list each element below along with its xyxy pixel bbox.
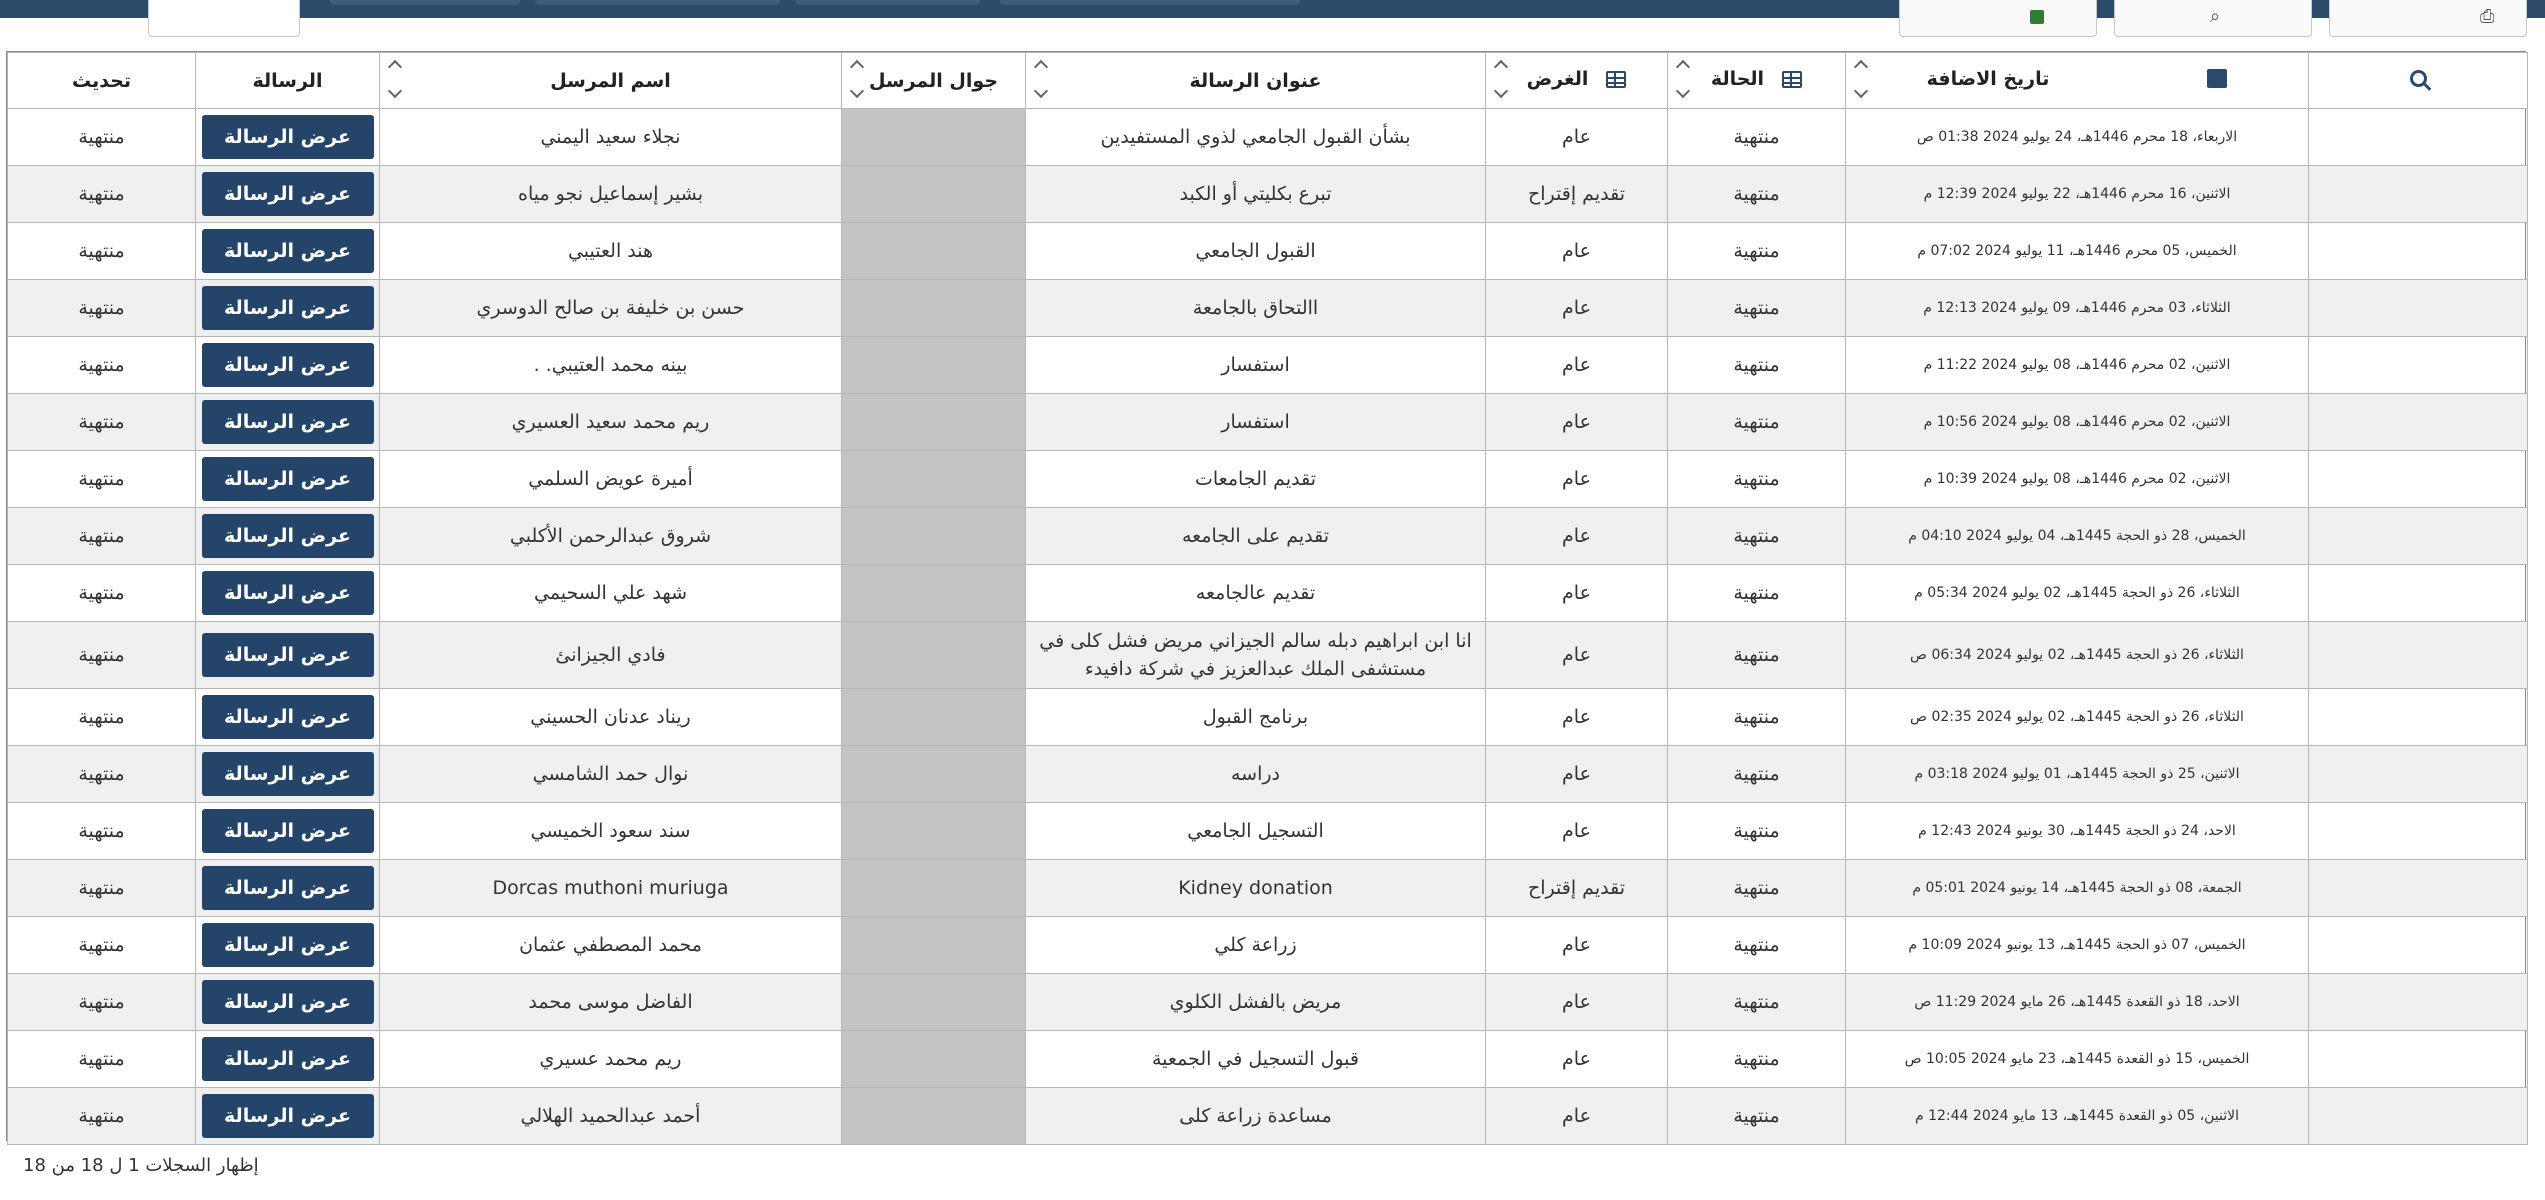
column-header-label: جوال المرسل <box>868 69 999 92</box>
table-row <box>8 337 2528 394</box>
search-icon: ⌕ <box>2210 6 2221 27</box>
sort-arrows-icon[interactable] <box>1494 59 1508 103</box>
cell-update: منتهية <box>8 565 196 622</box>
cell-empty <box>2309 1031 2528 1088</box>
column-header-update <box>8 53 196 109</box>
table-body <box>8 109 2528 1145</box>
cell-message <box>196 689 380 746</box>
column-header-label: الغرض <box>1526 68 1589 91</box>
cell-title: بشأن القبول الجامعي لذوي المستفيدين <box>1026 109 1486 166</box>
cell-date: الجمعة، 08 ذو الحجة 1445هـ، 14 يونيو 2024 05:01 م <box>1846 860 2309 917</box>
cell-purpose: عام <box>1486 917 1668 974</box>
cell-message <box>196 974 380 1031</box>
cell-status: منتهية <box>1668 974 1846 1031</box>
table-row <box>8 109 2528 166</box>
column-header-sender[interactable] <box>380 53 842 109</box>
cell-message <box>196 622 380 689</box>
cell-purpose: تقديم إقتراح <box>1486 166 1668 223</box>
cell-status: منتهية <box>1668 746 1846 803</box>
cell-title: قبول التسجيل في الجمعية <box>1026 1031 1486 1088</box>
cell-update: منتهية <box>8 223 196 280</box>
cell-purpose: عام <box>1486 974 1668 1031</box>
column-header-label: الحالة <box>1710 68 1765 91</box>
column-header-message <box>196 53 380 109</box>
cell-message <box>196 394 380 451</box>
table-row <box>8 1088 2528 1145</box>
cell-title: تبرع بكليتي أو الكبد <box>1026 166 1486 223</box>
cell-status: منتهية <box>1668 689 1846 746</box>
cell-status: منتهية <box>1668 860 1846 917</box>
print-icon: ⎙ <box>2480 6 2495 27</box>
cell-sender: ريم محمد سعيد العسيري <box>380 394 842 451</box>
column-header-search[interactable] <box>2309 53 2528 109</box>
view-message-button[interactable]: عرض الرسالة <box>202 1037 374 1081</box>
cell-purpose: عام <box>1486 109 1668 166</box>
cell-date: الخميس، 07 ذو الحجة 1445هـ، 13 يونيو 2024 10:09 م <box>1846 917 2309 974</box>
cell-date: الثلاثاء، 26 ذو الحجة 1445هـ، 02 يوليو 2024 02:35 ص <box>1846 689 2309 746</box>
print-toolbar-button[interactable] <box>2329 0 2527 37</box>
cell-phone-redacted <box>842 746 1026 803</box>
cell-phone-redacted <box>842 860 1026 917</box>
cell-phone-redacted <box>842 394 1026 451</box>
view-message-button[interactable]: عرض الرسالة <box>202 571 374 615</box>
cell-update: منتهية <box>8 109 196 166</box>
cell-sender: محمد المصطفي عثمان <box>380 917 842 974</box>
cell-message <box>196 223 380 280</box>
table-row <box>8 803 2528 860</box>
cell-status: منتهية <box>1668 917 1846 974</box>
cell-status: منتهية <box>1668 508 1846 565</box>
cell-title: تقديم عالجامعه <box>1026 565 1486 622</box>
cell-title: مساعدة زراعة كلى <box>1026 1088 1486 1145</box>
cell-phone-redacted <box>842 166 1026 223</box>
cell-title: االتحاق بالجامعة <box>1026 280 1486 337</box>
cell-message <box>196 746 380 803</box>
cell-sender: الفاضل موسى محمد <box>380 974 842 1031</box>
messages-table <box>6 51 2526 1141</box>
cell-date: الاربعاء، 18 محرم 1446هـ، 24 يوليو 2024 01:38 ص <box>1846 109 2309 166</box>
cell-phone-redacted <box>842 917 1026 974</box>
cell-message <box>196 803 380 860</box>
cell-date: الاحد، 18 ذو القعدة 1445هـ، 26 مايو 2024 11:29 ص <box>1846 974 2309 1031</box>
cell-date: الاثنين، 02 محرم 1446هـ، 08 يوليو 2024 11:22 م <box>1846 337 2309 394</box>
cell-phone-redacted <box>842 689 1026 746</box>
view-message-button[interactable]: عرض الرسالة <box>202 866 374 910</box>
cell-date: الثلاثاء، 03 محرم 1446هـ، 09 يوليو 2024 12:13 م <box>1846 280 2309 337</box>
cell-date: الاثنين، 05 ذو القعدة 1445هـ، 13 مايو 2024 12:44 م <box>1846 1088 2309 1145</box>
cell-phone-redacted <box>842 223 1026 280</box>
cell-phone-redacted <box>842 803 1026 860</box>
cell-update: منتهية <box>8 1088 196 1145</box>
cell-status: منتهية <box>1668 394 1846 451</box>
cell-title: Kidney donation <box>1026 860 1486 917</box>
cell-update: منتهية <box>8 451 196 508</box>
cell-sender: شهد علي السحيمي <box>380 565 842 622</box>
cell-phone-redacted <box>842 280 1026 337</box>
cell-update: منتهية <box>8 689 196 746</box>
cell-status: منتهية <box>1668 1031 1846 1088</box>
cell-date: الخميس، 28 ذو الحجة 1445هـ، 04 يوليو 2024 04:10 م <box>1846 508 2309 565</box>
cell-message <box>196 1088 380 1145</box>
cell-update: منتهية <box>8 746 196 803</box>
cell-purpose: عام <box>1486 280 1668 337</box>
view-message-button[interactable]: عرض الرسالة <box>202 343 374 387</box>
cell-empty <box>2309 746 2528 803</box>
navbar-tab[interactable] <box>330 0 520 5</box>
cell-empty <box>2309 394 2528 451</box>
cell-empty <box>2309 109 2528 166</box>
export-excel-button[interactable] <box>1899 0 2097 37</box>
table-row <box>8 860 2528 917</box>
cell-status: منتهية <box>1668 223 1846 280</box>
cell-sender: فادي الجيزانئ <box>380 622 842 689</box>
cell-message <box>196 451 380 508</box>
cell-update: منتهية <box>8 803 196 860</box>
cell-date: الخميس، 05 محرم 1446هـ، 11 يوليو 2024 07:02 م <box>1846 223 2309 280</box>
cell-title: تقديم الجامعات <box>1026 451 1486 508</box>
cell-update: منتهية <box>8 337 196 394</box>
search-toolbar-button[interactable] <box>2114 0 2312 37</box>
cell-sender: ريناد عدنان الحسيني <box>380 689 842 746</box>
cell-status: منتهية <box>1668 166 1846 223</box>
cell-update: منتهية <box>8 917 196 974</box>
navbar-tab[interactable] <box>795 0 980 5</box>
cell-sender: بينه محمد العتيبي. . <box>380 337 842 394</box>
cell-purpose: عام <box>1486 622 1668 689</box>
cell-update: منتهية <box>8 508 196 565</box>
cell-phone-redacted <box>842 622 1026 689</box>
table-row <box>8 223 2528 280</box>
excel-icon <box>2030 10 2044 24</box>
cell-purpose: عام <box>1486 1031 1668 1088</box>
cell-sender: شروق عبدالرحمن الأكلبي <box>380 508 842 565</box>
cell-date: الثلاثاء، 26 ذو الحجة 1445هـ، 02 يوليو 2024 06:34 ص <box>1846 622 2309 689</box>
view-message-button[interactable]: عرض الرسالة <box>202 695 374 739</box>
column-header-phone[interactable] <box>842 53 1026 109</box>
cell-empty <box>2309 689 2528 746</box>
cell-title: برنامج القبول <box>1026 689 1486 746</box>
cell-status: منتهية <box>1668 565 1846 622</box>
cell-purpose: عام <box>1486 394 1668 451</box>
column-header-status[interactable] <box>1668 53 1846 109</box>
cell-title: زراعة كلي <box>1026 917 1486 974</box>
cell-date: الثلاثاء، 26 ذو الحجة 1445هـ، 02 يوليو 2024 05:34 م <box>1846 565 2309 622</box>
cell-date: الاثنين، 16 محرم 1446هـ، 22 يوليو 2024 12:39 م <box>1846 166 2309 223</box>
sort-arrows-icon[interactable] <box>388 59 402 103</box>
cell-message <box>196 565 380 622</box>
cell-status: منتهية <box>1668 1088 1846 1145</box>
cell-update: منتهية <box>8 166 196 223</box>
cell-empty <box>2309 223 2528 280</box>
cell-date: الاثنين، 02 محرم 1446هـ، 08 يوليو 2024 10:39 م <box>1846 451 2309 508</box>
cell-empty <box>2309 917 2528 974</box>
cell-sender: سند سعود الخميسي <box>380 803 842 860</box>
cell-message <box>196 1031 380 1088</box>
cell-empty <box>2309 974 2528 1031</box>
cell-empty <box>2309 622 2528 689</box>
cell-title: استفسار <box>1026 394 1486 451</box>
cell-update: منتهية <box>8 280 196 337</box>
sort-arrows-icon[interactable] <box>1034 59 1048 103</box>
navbar-tab[interactable] <box>1000 0 1300 5</box>
cell-update: منتهية <box>8 622 196 689</box>
cell-status: منتهية <box>1668 337 1846 394</box>
navbar-tab[interactable] <box>535 0 780 5</box>
cell-phone-redacted <box>842 109 1026 166</box>
cell-status: منتهية <box>1668 280 1846 337</box>
cell-empty <box>2309 166 2528 223</box>
cell-empty <box>2309 337 2528 394</box>
calendar-icon <box>2207 69 2227 88</box>
view-message-button[interactable]: عرض الرسالة <box>202 1094 374 1138</box>
cell-update: منتهية <box>8 860 196 917</box>
table-row <box>8 166 2528 223</box>
column-header-label: الرسالة <box>252 69 323 92</box>
cell-empty <box>2309 280 2528 337</box>
cell-title: انا ابن ابراهيم دبله سالم الجيزاني مريض فشل كلى في مستشفى الملك عبدالعزيز في شركة دافيدء <box>1026 622 1486 689</box>
cell-phone-redacted <box>842 1031 1026 1088</box>
cell-purpose: عام <box>1486 451 1668 508</box>
cell-update: منتهية <box>8 394 196 451</box>
column-header-label: اسم المرسل <box>550 69 671 92</box>
cell-purpose: عام <box>1486 1088 1668 1145</box>
table-row <box>8 451 2528 508</box>
cell-empty <box>2309 565 2528 622</box>
cell-title: مريض بالفشل الكلوي <box>1026 974 1486 1031</box>
table-row <box>8 508 2528 565</box>
cell-purpose: عام <box>1486 565 1668 622</box>
cell-sender: Dorcas muthoni muriuga <box>380 860 842 917</box>
view-message-button[interactable]: عرض الرسالة <box>202 633 374 677</box>
view-message-button[interactable]: عرض الرسالة <box>202 809 374 853</box>
cell-status: منتهية <box>1668 803 1846 860</box>
cell-message <box>196 166 380 223</box>
cell-empty <box>2309 860 2528 917</box>
cell-status: منتهية <box>1668 622 1846 689</box>
cell-purpose: عام <box>1486 223 1668 280</box>
sort-arrows-icon[interactable] <box>1676 59 1690 103</box>
cell-purpose: عام <box>1486 689 1668 746</box>
table-info: إظهار السجلات 1 ل 18 من 18 <box>23 1155 259 1176</box>
cell-phone-redacted <box>842 451 1026 508</box>
column-header-title[interactable] <box>1026 53 1486 109</box>
cell-sender: نوال حمد الشامسي <box>380 746 842 803</box>
cell-phone-redacted <box>842 974 1026 1031</box>
cell-message <box>196 508 380 565</box>
table-row <box>8 746 2528 803</box>
cell-phone-redacted <box>842 1088 1026 1145</box>
table-row <box>8 917 2528 974</box>
column-header-purpose[interactable] <box>1486 53 1668 109</box>
cell-date: الخميس، 15 ذو القعدة 1445هـ، 23 مايو 2024 10:05 ص <box>1846 1031 2309 1088</box>
view-message-button[interactable]: عرض الرسالة <box>202 115 374 159</box>
table-icon <box>1606 71 1626 88</box>
cell-sender: نجلاء سعيد اليمني <box>380 109 842 166</box>
view-message-button[interactable]: عرض الرسالة <box>202 923 374 967</box>
cell-phone-redacted <box>842 565 1026 622</box>
view-message-button[interactable]: عرض الرسالة <box>202 457 374 501</box>
cell-title: دراسه <box>1026 746 1486 803</box>
cell-sender: حسن بن خليفة بن صالح الدوسري <box>380 280 842 337</box>
table-row <box>8 280 2528 337</box>
column-header-label: تحديث <box>71 69 132 92</box>
cell-message <box>196 109 380 166</box>
cell-empty <box>2309 508 2528 565</box>
cell-date: الاثنين، 25 ذو الحجة 1445هـ، 01 يوليو 2024 03:18 م <box>1846 746 2309 803</box>
cell-message <box>196 280 380 337</box>
cell-empty <box>2309 451 2528 508</box>
table-row <box>8 622 2528 689</box>
table-icon <box>1782 71 1802 88</box>
view-message-button[interactable]: عرض الرسالة <box>202 514 374 558</box>
cell-empty <box>2309 803 2528 860</box>
cell-title: تقديم على الجامعه <box>1026 508 1486 565</box>
table-row <box>8 974 2528 1031</box>
cell-date: الاحد، 24 ذو الحجة 1445هـ، 30 يونيو 2024 12:43 م <box>1846 803 2309 860</box>
view-message-button[interactable]: عرض الرسالة <box>202 286 374 330</box>
cell-purpose: تقديم إقتراح <box>1486 860 1668 917</box>
view-message-button[interactable]: عرض الرسالة <box>202 172 374 216</box>
cell-phone-redacted <box>842 337 1026 394</box>
cell-message <box>196 337 380 394</box>
cell-purpose: عام <box>1486 337 1668 394</box>
cell-purpose: عام <box>1486 746 1668 803</box>
cell-status: منتهية <box>1668 451 1846 508</box>
table-row <box>8 565 2528 622</box>
cell-purpose: عام <box>1486 508 1668 565</box>
search-icon[interactable] <box>2410 70 2427 87</box>
cell-title: القبول الجامعي <box>1026 223 1486 280</box>
cell-sender: أميرة عويض السلمي <box>380 451 842 508</box>
cell-sender: بشير إسماعيل نجو مياه <box>380 166 842 223</box>
cell-message <box>196 917 380 974</box>
cell-purpose: عام <box>1486 803 1668 860</box>
column-header-label: عنوان الرسالة <box>1189 69 1322 92</box>
cell-sender: ريم محمد عسيري <box>380 1031 842 1088</box>
cell-title: التسجيل الجامعي <box>1026 803 1486 860</box>
table-header-row <box>8 53 2528 109</box>
page-length-select[interactable] <box>148 0 300 37</box>
cell-date: الاثنين، 02 محرم 1446هـ، 08 يوليو 2024 10:56 م <box>1846 394 2309 451</box>
cell-update: منتهية <box>8 974 196 1031</box>
cell-update: منتهية <box>8 1031 196 1088</box>
table-row <box>8 394 2528 451</box>
view-message-button[interactable]: عرض الرسالة <box>202 229 374 273</box>
view-message-button[interactable]: عرض الرسالة <box>202 980 374 1024</box>
sort-arrows-icon[interactable] <box>1854 59 1868 103</box>
table-row <box>8 689 2528 746</box>
cell-phone-redacted <box>842 508 1026 565</box>
cell-sender: هند العتيبي <box>380 223 842 280</box>
cell-sender: أحمد عبدالحميد الهلالي <box>380 1088 842 1145</box>
view-message-button[interactable]: عرض الرسالة <box>202 752 374 796</box>
column-header-label: تاريخ الاضافة <box>1926 67 2050 90</box>
cell-empty <box>2309 1088 2528 1145</box>
sort-arrows-icon[interactable] <box>850 59 864 103</box>
cell-status: منتهية <box>1668 109 1846 166</box>
view-message-button[interactable]: عرض الرسالة <box>202 400 374 444</box>
cell-message <box>196 860 380 917</box>
column-header-date[interactable] <box>1846 53 2309 109</box>
cell-title: استفسار <box>1026 337 1486 394</box>
table-row <box>8 1031 2528 1088</box>
